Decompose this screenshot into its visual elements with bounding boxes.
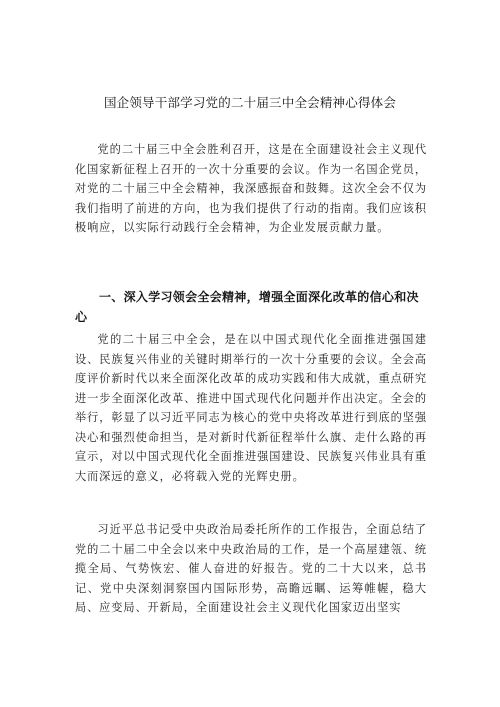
- intro-paragraph: 党的二十届三中全会胜利召开，这是在全面建设社会主义现代化国家新征程上召开的一次十分重要的会议。作为一名国企党员，对党的二十届三中全会精神，我深感振奋和鼓舞。这次全会不仅为我们指明了前进的方向，也为我们提供了行动的指南。我们应该积极响应，以实际行动践行全会精神，为企业发展贡献力量。: [75, 143, 427, 234]
- section-1-paragraph-2: 习近平总书记受中央政治局委托所作的工作报告，全面总结了党的二十届二中全会以来中央政治局的工作，是一个高屋建瓴、统揽全局、气势恢宏、催人奋进的好报告。党的二十大以来，总书记、党中央深刻洞察国内国际形势，高瞻远瞩、运筹帷幄，稳大局、应变局、开新局，全面建设社会主义现代化国家迈出坚实: [75, 523, 427, 614]
- section-1-paragraph-1: 党的二十届三中全会，是在以中国式现代化全面推进强国建设、民族复兴伟业的关键时期举行的一次十分重要的会议。全会高度评价新时代以来全面深化改革的成功实践和伟大成就，重点研究进一步全面深化改革、推进中国式现代化问题并作出决定。全会的举行，彰显了以习近平同志为核心的党中央将改革进行到底的坚强决心和强烈使命担当，是对新时代新征程举什么旗、走什么路的再宣示，对以中国式现代化全面推进强国建设、民族复兴伟业具有重大而深远的意义，必将载入党的光辉史册。: [75, 333, 427, 483]
- document-title: 国企领导干部学习党的二十届三中全会精神心得体会: [103, 95, 397, 110]
- section-heading-1: 一、深入学习领会全会精神，增强全面深化改革的信心和决心: [75, 290, 419, 324]
